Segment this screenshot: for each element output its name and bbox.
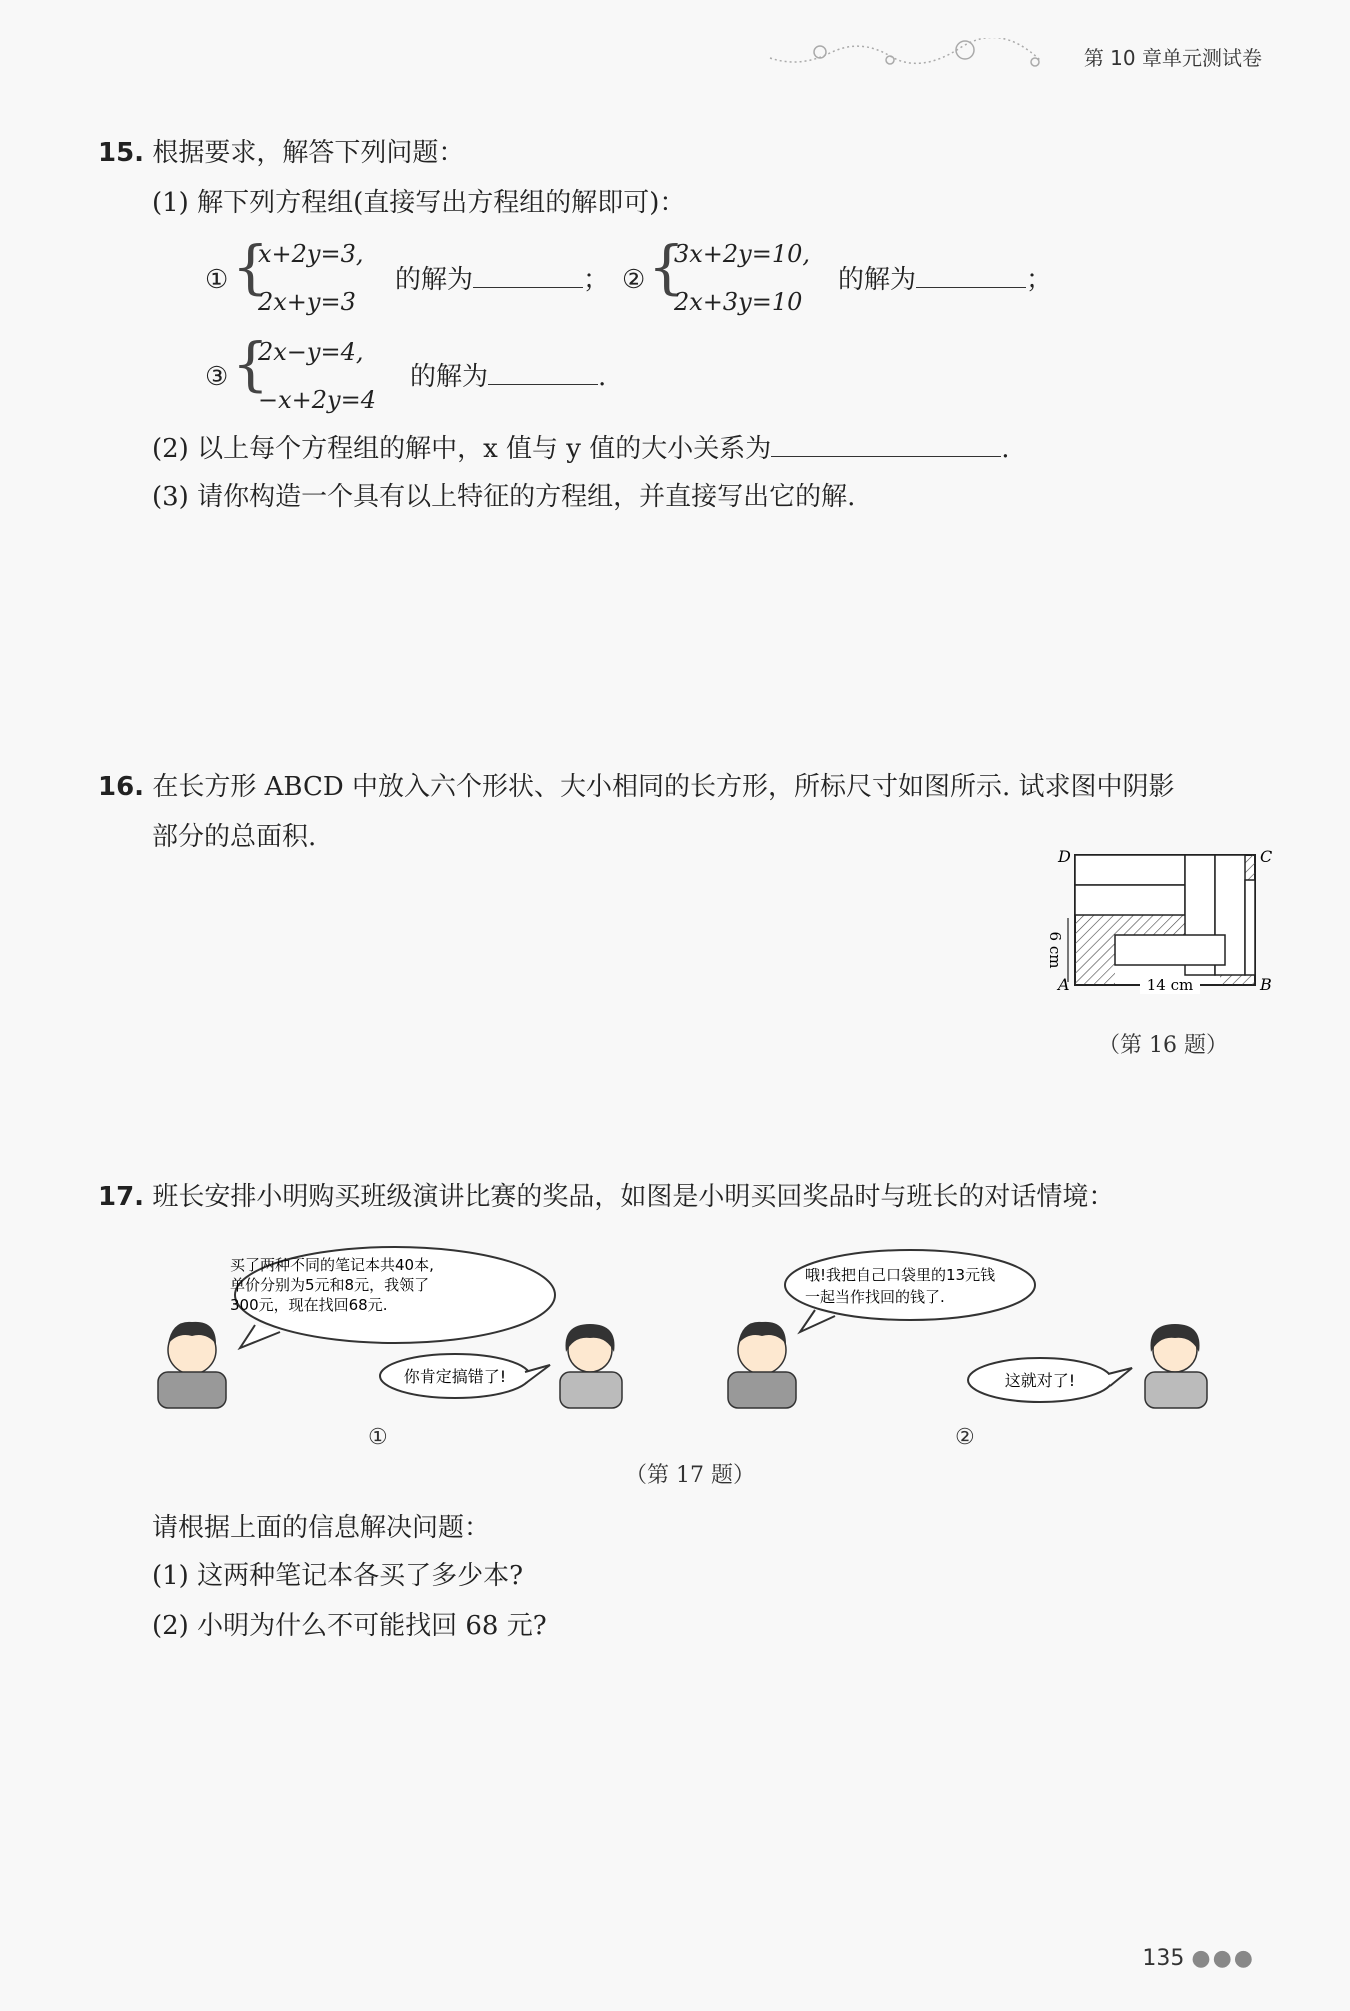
scene2-text-line1: 哦!我把自己口袋里的13元钱	[805, 1266, 996, 1284]
scene2-reply-tail	[1108, 1368, 1132, 1386]
q16-caption: （第 16 题）	[1098, 1033, 1228, 1058]
scene1-text-line2: 单价分别为5元和8元，我领了	[230, 1276, 430, 1294]
shaded-region-middle	[1115, 915, 1185, 935]
q15-s1-blank[interactable]	[473, 287, 583, 288]
q15-s2-label: ②	[622, 265, 646, 295]
chapter-title: 第 10 章单元测试卷	[1083, 46, 1262, 70]
q15-s2-eq1: 3x+2y=10,	[674, 240, 811, 268]
q17-scene1	[150, 1240, 650, 1420]
q15-s2-eq2: 2x+3y=10	[674, 288, 803, 316]
scene1-text-line3: 300元，现在找回68元.	[230, 1296, 388, 1314]
q17-part2: (2) 小明为什么不可能找回 68 元?	[152, 1611, 547, 1641]
q15-s2-brace: {	[648, 233, 685, 301]
q17-number: 17.	[98, 1182, 145, 1212]
q15-part2-blank[interactable]	[771, 456, 1001, 457]
small-rect-5	[1115, 935, 1225, 965]
q15-number: 15.	[98, 138, 145, 168]
q15-s1-end: ；	[583, 265, 610, 295]
q16-stem-line2: 部分的总面积.	[152, 822, 317, 852]
q15-part2	[152, 434, 1010, 465]
scene1-reply-tail	[525, 1365, 550, 1383]
shaded-region-left	[1075, 915, 1115, 985]
q15-part2-text: (2) 以上每个方程组的解中，x 值与 y 值的大小关系为	[152, 434, 772, 464]
q15-s2-suffix: 的解为	[838, 265, 917, 295]
q17-caption: （第 17 题）	[625, 1463, 755, 1488]
small-rect-1	[1075, 855, 1185, 885]
q17-part1: (1) 这两种笔记本各买了多少本?	[152, 1561, 524, 1591]
label-b: B	[1260, 975, 1272, 994]
scene2-bubble-tail	[800, 1310, 835, 1332]
q15-s3-label: ③	[205, 362, 229, 392]
q15-part2-end: .	[1001, 434, 1010, 464]
scene1-label: ①	[368, 1425, 388, 1450]
label-c: C	[1260, 847, 1273, 866]
girl-figure-2	[1145, 1324, 1207, 1408]
header-decoration	[760, 38, 1080, 78]
scene2-reply-text: 这就对了!	[1004, 1371, 1076, 1390]
q15-s1-eq1: x+2y=3,	[258, 240, 364, 268]
q16-number: 16.	[98, 772, 145, 802]
scene2-text-line2: 一起当作找回的钱了.	[805, 1288, 945, 1306]
scene2-speech-bubble	[785, 1250, 1035, 1320]
scene1-reply-text: 你肯定搞错了!	[403, 1367, 507, 1386]
scene2-label: ②	[955, 1425, 975, 1450]
q15-s2-blank[interactable]	[916, 287, 1026, 288]
label-a: A	[1058, 975, 1070, 994]
small-rect-6	[1245, 880, 1255, 975]
boy-figure-1	[158, 1322, 226, 1408]
q15-part1: (1) 解下列方程组(直接写出方程组的解即可)：	[152, 188, 686, 218]
q15-s2-answer	[838, 265, 1052, 296]
q16-figure	[1030, 840, 1290, 1000]
q15-s3-answer	[410, 362, 606, 393]
shaded-region-bottom	[1220, 975, 1255, 985]
q15-s3-end: .	[598, 362, 607, 392]
q15-stem-text: 根据要求，解答下列问题：	[152, 138, 465, 168]
page-number-text: 135	[1142, 1946, 1185, 1971]
boy-figure-2	[728, 1322, 796, 1408]
q16-stem-text: 在长方形 ABCD 中放入六个形状、大小相同的长方形，所标尺寸如图所示. 试求图中阴影	[152, 772, 1175, 802]
page-dots-icon: ●●●	[1191, 1946, 1255, 1971]
q15-s3-suffix: 的解为	[410, 362, 489, 392]
scene1-text-line1: 买了两种不同的笔记本共40本,	[230, 1256, 434, 1274]
q15-part3: (3) 请你构造一个具有以上特征的方程组，并直接写出它的解.	[152, 482, 856, 512]
q15-s3-blank[interactable]	[488, 384, 598, 385]
q15-s1-label: ①	[205, 265, 229, 295]
q16-stem-line1	[98, 772, 1175, 803]
q15-s2-end: ；	[1026, 265, 1053, 295]
girl-figure-1	[560, 1324, 622, 1408]
q15-stem	[98, 138, 464, 169]
q15-s1-suffix: 的解为	[395, 265, 474, 295]
q15-s1-answer	[395, 265, 609, 296]
q15-s1-eq2: 2x+y=3	[258, 288, 356, 316]
q15-s3-brace: {	[232, 330, 269, 398]
scene1-bubble-tail	[240, 1325, 280, 1348]
q17-stem	[98, 1182, 1114, 1213]
q15-s3-eq1: 2x−y=4,	[258, 338, 364, 366]
q15-s3-eq2: −x+2y=4	[258, 386, 376, 414]
q17-scene2	[720, 1240, 1220, 1420]
page-number	[1142, 1946, 1255, 1971]
width-label: 14 cm	[1146, 976, 1194, 994]
small-rect-2	[1075, 885, 1185, 915]
q17-stem-text: 班长安排小明购买班级演讲比赛的奖品，如图是小明买回奖品时与班长的对话情境：	[152, 1182, 1115, 1212]
height-label: 6 cm	[1046, 931, 1064, 969]
label-d: D	[1058, 847, 1071, 866]
q15-s1-brace: {	[232, 233, 269, 301]
q17-prompt: 请根据上面的信息解决问题：	[152, 1513, 491, 1543]
